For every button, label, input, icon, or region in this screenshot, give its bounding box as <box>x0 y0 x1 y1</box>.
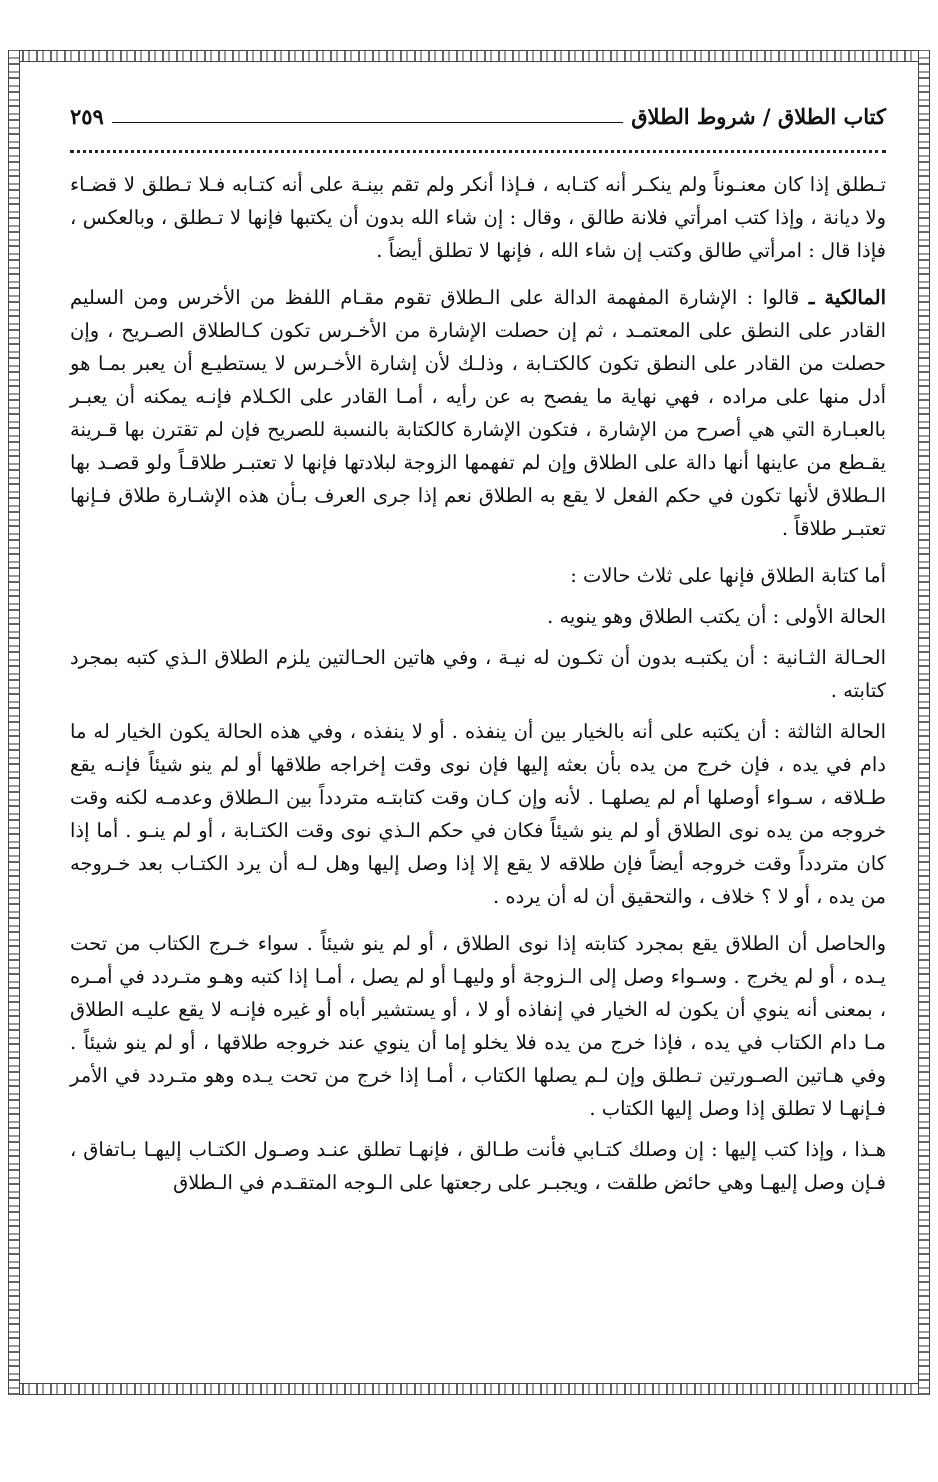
paragraph: الحـالة الثـانية : أن يكتبـه بدون أن تكـون له نيـة ، وفي هاتين الحـالتين يلزم الطلاق الـذي كتبه بمجرد كتابته . <box>70 646 886 702</box>
paragraph: الحالة الأولى : أن يكتب الطلاق وهو ينويه . <box>547 605 886 628</box>
body-text <box>70 168 886 1207</box>
page-number: ٢٥٩ <box>70 103 104 129</box>
paragraph: والحاصل أن الطلاق يقع بمجرد كتابته إذا نوى الطلاق ، أو لم ينو شيئاً . سواء خـرج الكتاب من تحت يـده ، أو لم يخرج . وسـواء وصل إلى الـزوجة أو وليهـا أو لم يصل ، أمـا إذا كتبه وهـو متـردد في أمـره ، بمعنى أنه ينوي أن يكون له الخيار في إنفاذه أو لا ، أو يستشير أباه أو غيره فإنـه لا يقع عليـه الطلاق مـا دام الكتاب في يده ، فإذا خرج من يده فلا يخلو إما أن ينوي عند خروجه طلاقها ، أو لم ينو شيئاً . وفي هـاتين الصـورتين تـطلق وإن لـم يصلها الكتاب ، أمـا إذا خرج من تحت يـده وهو متـردد في الأمر فـإنهـا لا تطلق إذا وصل إليها الكتاب . <box>70 932 886 1120</box>
border-top <box>8 50 930 62</box>
running-title: كتاب الطلاق / شروط الطلاق <box>631 103 886 129</box>
paragraph: الحالة الثالثة : أن يكتبه على أنه بالخيار بين أن ينفذه . أو لا ينفذه ، وفي هذه الحالة يكون الخيار له ما دام في يده ، فإن خرج من يده بأن بعثه إليها فإن نوى وقت إخراجه طلاقها أو لم ينو شيئاً فإنـه يقع طـلاقه ، سـواء أوصلها أم لم يصلهـا . لأنه وإن كـان وقت كتابتـه متردداً بين الـطلاق وعدمـه لكنه وقت خروجه من يده نوى الطلاق أو لم ينو شيئاً فكان في حكم الـذي نوى وقت الكتـابة ، أو لم ينـو . أما إذا كان متردداً وقت خروجه أيضاً فإن طلاقه لا يقع إلا إذا وصل إليها وهل لـه أن يرد الكتـاب بعد خـروجه من يده ، أو لا ؟ خلاف ، والتحقيق أن له أن يرده . <box>70 720 886 908</box>
paragraph: أما كتابة الطلاق فإنها على ثلاث حالات : <box>570 564 886 587</box>
dotted-separator <box>70 150 886 153</box>
border-bottom <box>8 1383 930 1395</box>
paragraph: هـذا ، وإذا كتب إليها : إن وصلك كتـابي فأنت طـالق ، فإنهـا تطلق عنـد وصـول الكتـاب إليهـا بـاتفاق ، فـإن وصل إليهـا وهي حائض طلقت ، ويجبـر على رجعتها على الـوجه المتقـدم في الـطلاق <box>70 1138 886 1194</box>
border-right <box>918 50 930 1395</box>
paragraph-malikiyya: المالكية ـ قالوا : الإشارة المفهمة الدالة على الـطلاق تقوم مقـام اللفظ من الأخرس ومن السليم القادر على النطق على المعتمـد ، ثم إن حصلت الإشارة من الأخـرس تكون كـالطلاق الصـريح ، وإن حصلت من القادر على النطق تكون كالكتـابة ، وذلـك لأن إشارة الأخـرس لا يستطيـع أن يعبر بمـا هو أدل منها على مراده ، فهي نهاية ما يفصح به عن رأيه ، أمـا القادر على الكـلام فإنـه يمكنه أن يعبـر بالعبـارة التي هي أصرح من الإشارة ، فتكون الإشارة كالكتابة بالنسبة للصريح فإن لم تقترن بها قـرينة يقـطع من عاينها أنها دالة على الطلاق وإن لم تفهمها الزوجة لبلادتها فإنها لا تعتبـر طلاقـاً ولو قصـد بها الـطلاق لأنها تكون في حكم الفعل لا يقع به الطلاق نعم إذا جرى العرف بـأن هذه الإشـارة طلاق فـإنها تعتبـر طلاقاً . <box>70 286 887 540</box>
page-header <box>70 98 886 134</box>
school-name: المالكية ـ <box>808 286 887 309</box>
header-rule <box>112 122 623 123</box>
border-left <box>8 50 20 1395</box>
paragraph: تـطلق إذا كان معنـوناً ولم ينكـر أنه كتـابه ، فـإذا أنكر ولم تقم بينـة على أنه كتـابه فـلا تـطلق لا قضـاء ولا ديانة ، وإذا كتب امرأتي فلانة طالق ، وقال : إن شاء الله بدون أن يكتبها فإنها لا تـطلق ، وبالعكس ، فإذا قال : امرأتي طالق وكتب إن شاء الله ، فإنها لا تطلق أيضاً . <box>70 173 886 262</box>
